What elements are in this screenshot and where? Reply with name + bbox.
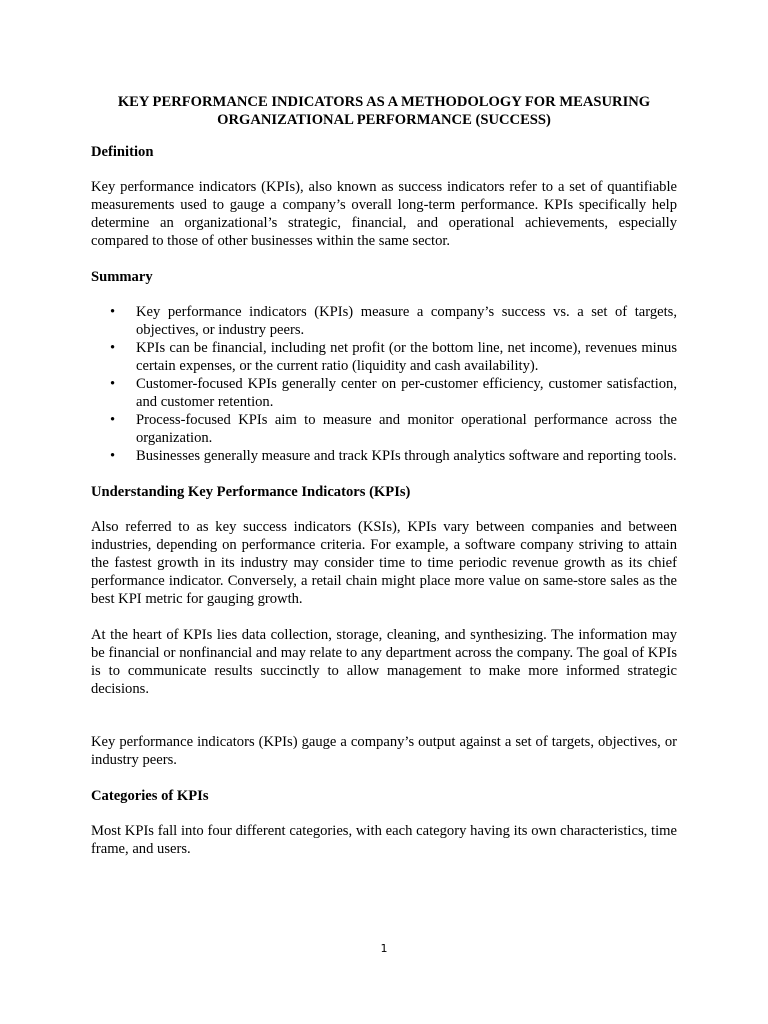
bullet-icon: • — [110, 448, 116, 464]
list-item-text: Businesses generally measure and track KPIs through analytics software and reporting tools. — [136, 448, 677, 464]
list-item — [110, 339, 677, 375]
summary-list — [91, 303, 677, 465]
list-item-text: KPIs can be financial, including net profit (or the bottom line, net income), revenues minus certain expenses, or the current ratio (liquidity and cash availability). — [136, 340, 677, 374]
list-item — [110, 411, 677, 447]
list-item-text: Customer-focused KPIs generally center on per-customer efficiency, customer satisfaction, and customer retention. — [136, 376, 677, 410]
bullet-icon: • — [110, 304, 116, 320]
categories-paragraph: Most KPIs fall into four different categories, with each category having its own characteristics, time frame, and users. — [91, 823, 677, 857]
understanding-paragraph-1: Also referred to as key success indicators (KSIs), KPIs vary between companies and between industries, depending on performance criteria. For example, a software company striving to attain the fastest growth in its industry may consider time to time periodic revenue growth as its chief performance indicator. Conversely, a retail chain might place more value on same-store sales as the best KPI metric for gauging growth. — [91, 519, 677, 607]
bullet-icon: • — [110, 340, 116, 356]
understanding-paragraph-2: At the heart of KPIs lies data collection, storage, cleaning, and synthesizing. The information may be financial or nonfinancial and may relate to any department across the company. The goal of KPIs is to communicate results succinctly to allow management to make more informed strategic decisions. — [91, 627, 677, 697]
list-item — [110, 303, 677, 339]
document-title: KEY PERFORMANCE INDICATORS AS A METHODOLOGY FOR MEASURING ORGANIZATIONAL PERFORMANCE (SUCCESS) — [117, 94, 651, 128]
list-item-text: Key performance indicators (KPIs) measure a company’s success vs. a set of targets, objectives, or industry peers. — [136, 304, 677, 338]
understanding-paragraph-3: Key performance indicators (KPIs) gauge a company’s output against a set of targets, objectives, or industry peers. — [91, 734, 677, 768]
summary-heading: Summary — [91, 269, 153, 285]
definition-heading: Definition — [91, 144, 154, 160]
page-number: 1 — [380, 942, 388, 955]
understanding-heading: Understanding Key Performance Indicators (KPIs) — [91, 484, 411, 500]
document-page — [91, 93, 677, 876]
list-item — [110, 447, 677, 465]
list-item-text: Process-focused KPIs aim to measure and monitor operational performance across the organization. — [136, 412, 677, 446]
categories-heading: Categories of KPIs — [91, 788, 209, 804]
definition-paragraph: Key performance indicators (KPIs), also known as success indicators refer to a set of quantifiable measurements used to gauge a company’s overall long-term performance. KPIs specifically help determine an organizational’s strategic, financial, and operational achievements, especially compared to those of other businesses within the same sector. — [91, 179, 677, 249]
bullet-icon: • — [110, 412, 116, 428]
bullet-icon: • — [110, 376, 116, 392]
list-item — [110, 375, 677, 411]
